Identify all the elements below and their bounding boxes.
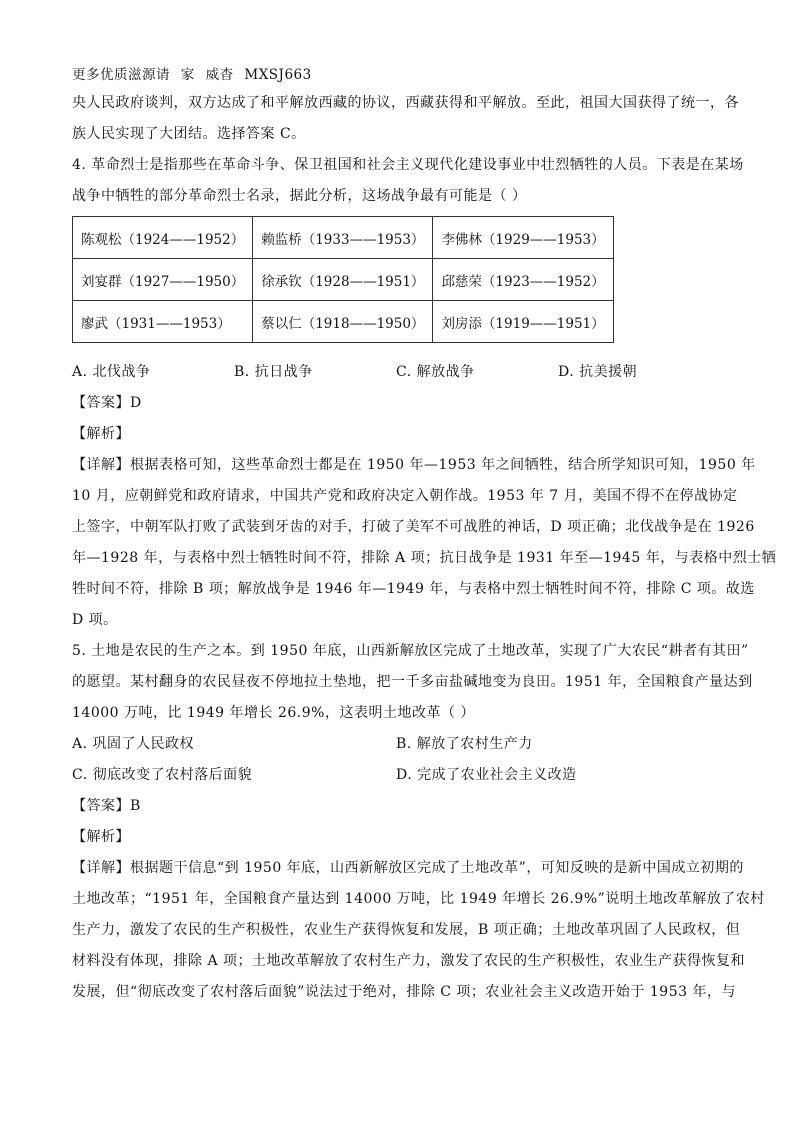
question-4-stem-line: 战争中牺牲的部分革命烈士名录，据此分析，这场战争最有可能是（ ）: [72, 188, 527, 204]
option-d: D. 抗美援朝: [558, 364, 638, 380]
option-b: B. 解放了农村生产力: [396, 736, 533, 752]
question-4-detail-line: 上签字，中朝军队打败了武装到牙齿的对手，打破了美军不可战胜的神话，D 项正确；北伐战争是在 1926: [72, 519, 755, 535]
question-5-analysis-label: 【解析】: [72, 829, 130, 845]
question-4-analysis-label: 【解析】: [72, 426, 130, 442]
question-5-stem-line: 的愿望。某村翻身的农民昼夜不停地拉土垫地，把一千多亩盐碱地变为良田。1951 年，全国粮食产量达到: [72, 674, 753, 690]
table-cell: 李佛林（1929——1953）: [433, 217, 613, 259]
question-4-options: [72, 357, 732, 388]
question-5-detail-line: 土地改革；“1951 年，全国粮食产量达到 14000 万吨，比 1949 年增长 26.9%”说明土地改革解放了农村: [72, 891, 765, 907]
question-4-detail-line: 【详解】根据表格可知，这些革命烈士都是在 1950 年—1953 年之间牺牲，结合所学知识可知，1950 年: [72, 457, 756, 473]
table-cell: 蔡以仁（1918——1950）: [253, 301, 433, 343]
watermark-header: 更多优质滋源请 家 威杳 MXSJ663: [72, 67, 312, 83]
table-cell: 徐承钦（1928——1951）: [253, 259, 433, 301]
text-line: 族人民实现了大团结。选择答案 C。: [72, 126, 306, 142]
option-d: D. 完成了农业社会主义改造: [396, 767, 577, 783]
option-b: B. 抗日战争: [234, 364, 313, 380]
table-row: [73, 217, 614, 259]
option-c: C. 解放战争: [396, 364, 475, 380]
question-4-answer: 【答案】D: [72, 395, 142, 411]
question-5-detail-line: 生产力，激发了农民的生产积极性，农业生产获得恢复和发展，B 项正确；土地改革巩固了人民政权，但: [72, 922, 741, 938]
table-cell: 廖武（1931——1953）: [73, 301, 253, 343]
option-a: A. 巩固了人民政权: [72, 736, 195, 752]
option-a: A. 北伐战争: [72, 364, 151, 380]
martyrs-table: [72, 216, 614, 343]
table-cell: 刘房添（1919——1951）: [433, 301, 613, 343]
question-5-stem-line: 5. 土地是农民的生产之本。到 1950 年底，山西新解放区完成了土地改革，实现了广大农民“耕者有其田”: [72, 643, 749, 659]
question-5-detail-line: 【详解】根据题干信息“到 1950 年底，山西新解放区完成了土地改革”，可知反映的是新中国成立初期的: [72, 860, 744, 876]
exam-page: [72, 62, 777, 1008]
table-row: [73, 301, 614, 343]
question-4-stem-line: 4. 革命烈士是指那些在革命斗争、保卫祖国和社会主义现代化建设事业中壮烈牺牲的人员。下表是在某场: [72, 157, 744, 173]
table-cell: 赖监桥（1933——1953）: [253, 217, 433, 259]
question-4-detail-line: 牲时间不符，排除 B 项；解放战争是 1946 年—1949 年，与表格中烈士牺牲时间不符，排除 C 项。故选: [72, 581, 755, 597]
text-line: 央人民政府谈判，双方达成了和平解放西藏的协议，西藏获得和平解放。至此，祖国大国获得了统一，各: [72, 95, 739, 111]
question-5-answer: 【答案】B: [72, 798, 141, 814]
option-c: C. 彻底改变了农村落后面貌: [72, 767, 253, 783]
question-4-detail-line: 10 月，应朝鲜党和政府请求，中国共产党和政府决定入朝作战。1953 年 7 月，美国不得不在停战协定: [72, 488, 738, 504]
question-5: [72, 636, 765, 1008]
table-cell: 刘宴群（1927——1950）: [73, 259, 253, 301]
question-5-options-row: [72, 760, 732, 791]
table-cell: 邱慈荣（1923——1952）: [433, 259, 613, 301]
question-5-detail-line: 材料没有体现，排除 A 项；土地改革解放了农村生产力，激发了农民的生产积极性，农业生产获得恢复和: [72, 953, 746, 969]
question-5-stem-line: 14000 万吨，比 1949 年增长 26.9%，这表明土地改革（ ）: [72, 705, 475, 721]
question-4: [72, 150, 777, 636]
question-5-options-row: [72, 729, 732, 760]
question-5-detail-line: 发展，但“彻底改变了农村落后面貌”说法过于绝对，排除 C 项；农业社会主义改造开始于 1953 年，与: [72, 984, 736, 1000]
table-row: [73, 259, 614, 301]
previous-answer-continuation: [72, 88, 739, 150]
table-cell: 陈观松（1924——1952）: [73, 217, 253, 259]
question-4-detail-line: 年—1928 年，与表格中烈士牺牲时间不符，排除 A 项；抗日战争是 1931 年至—1945 年，与表格中烈士牺: [72, 550, 777, 566]
question-4-detail-line: D 项。: [72, 612, 118, 628]
